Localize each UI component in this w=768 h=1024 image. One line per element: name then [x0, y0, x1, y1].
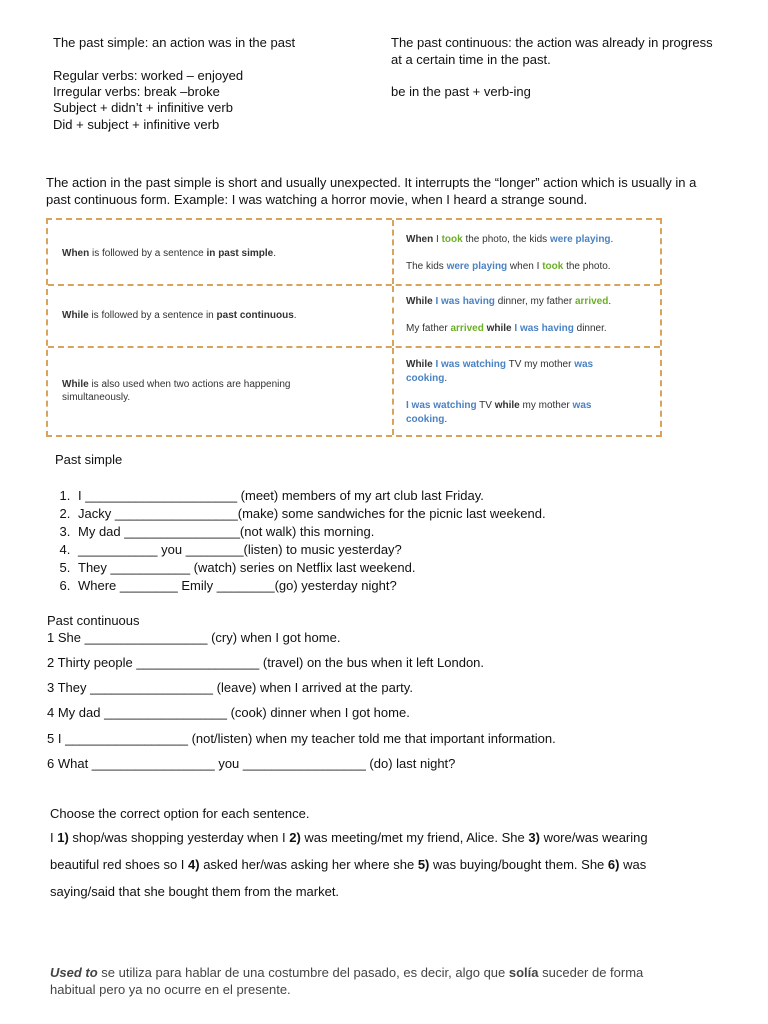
- choose-paragraph: [50, 824, 648, 905]
- list-item: 4 My dad _________________ (cook) dinner when I got home.: [47, 705, 410, 720]
- rule-text: simultaneously.: [62, 392, 131, 403]
- list-item: 2. Jacky _________________(make) some sandwiches for the picnic last weekend.: [74, 505, 546, 523]
- when-while-table: [46, 218, 662, 437]
- example-sentence: When I took the photo, the kids were playing.: [406, 234, 614, 245]
- past-simple-exercise-list: [52, 487, 546, 595]
- past-simple-title: The past simple: an action was in the past: [53, 35, 296, 50]
- rule-tense: past simple: [218, 248, 274, 259]
- example-sentence: I was watching TV while my mother was cooking.: [406, 400, 592, 425]
- list-item: 1. I _____________________ (meet) members of my art club last Friday.: [74, 487, 546, 505]
- example-sentence: While I was having dinner, my father arrived.: [406, 296, 612, 307]
- choose-heading: Choose the correct option for each sentence.: [50, 806, 310, 821]
- choose-line: saying/said that she bought them from the market.: [50, 884, 340, 899]
- example-sentence: My father arrived while I was having dinner.: [406, 323, 607, 334]
- keyword-when: When: [62, 248, 90, 259]
- rule-end: .: [273, 248, 276, 259]
- table-cell-rule: [48, 286, 394, 346]
- used-to-text: se utiliza para hablar de una costumbre del pasado, es decir, algo que: [97, 965, 509, 980]
- rule-tense: past continuous: [216, 310, 294, 321]
- past-continuous-formula: be in the past + verb-ing: [391, 84, 531, 99]
- past-continuous-title-2: at a certain time in the past.: [391, 52, 551, 67]
- past-simple-heading: Past simple: [55, 452, 123, 467]
- example-sentence: The kids were playing when I took the photo.: [406, 261, 611, 272]
- rule-text: is followed by a sentence in: [88, 310, 217, 321]
- list-item: 5. They ___________ (watch) series on Netflix last weekend.: [74, 559, 546, 577]
- used-to-text: habitual pero ya no ocurre en el presente.: [50, 982, 291, 997]
- list-item: 6 What _________________ you _________________ (do) last night?: [47, 756, 456, 771]
- table-cell-rule: [48, 220, 394, 284]
- rule-text: is also used when two actions are happening: [88, 379, 291, 390]
- used-to-solia: solía: [508, 965, 539, 980]
- table-cell-rule: [48, 348, 394, 435]
- used-to-term: Used to: [50, 965, 98, 980]
- keyword-while: While: [62, 379, 89, 390]
- table-row: [48, 220, 660, 286]
- choose-line: beautiful red shoes so I 4) asked her/was asking her where she 5) was buying/bought them. She 6) was: [50, 857, 647, 872]
- rule-in: in: [206, 248, 216, 259]
- rule-end: .: [293, 310, 297, 321]
- used-to-text: suceder de forma: [538, 965, 644, 980]
- list-item: 2 Thirty people _________________ (travel) on the bus when it left London.: [47, 655, 485, 670]
- intro-line-1: The action in the past simple is short and usually unexpected. It interrupts the “longer” action which is usually in a: [46, 175, 697, 190]
- irregular-verbs-line: Irregular verbs: break –broke: [53, 84, 220, 99]
- negative-form-line: Subject + didn’t + infinitive verb: [53, 100, 233, 115]
- choose-line: I 1) shop/was shopping yesterday when I 2) was meeting/met my friend, Alice. She 3) wore/was wearing: [50, 830, 648, 845]
- past-continuous-title-1: The past continuous: the action was already in progress: [391, 35, 713, 50]
- list-item: 3 They _________________ (leave) when I arrived at the party.: [47, 680, 413, 695]
- list-item: 6. Where ________ Emily ________(go) yesterday night?: [74, 577, 546, 595]
- regular-verbs-line: Regular verbs: worked – enjoyed: [53, 68, 244, 83]
- intro-line-2: past continuous form. Example: I was watching a horror movie, when I heard a strange sound.: [46, 192, 588, 207]
- list-item: 3. My dad ________________(not walk) this morning.: [74, 523, 546, 541]
- example-sentence: While I was watching TV my mother was cooking.: [406, 359, 594, 384]
- list-item: 1 She _________________ (cry) when I got home.: [47, 630, 341, 645]
- used-to-note: [50, 964, 730, 998]
- list-item: 4. ___________ you ________(listen) to music yesterday?: [74, 541, 546, 559]
- table-row: [48, 348, 660, 435]
- keyword-while: While: [62, 310, 89, 321]
- list-item: 5 I _________________ (not/listen) when my teacher told me that important information.: [47, 731, 556, 746]
- table-row: [48, 286, 660, 348]
- past-continuous-heading: Past continuous: [47, 613, 140, 628]
- question-form-line: Did + subject + infinitive verb: [53, 117, 220, 132]
- rule-text: is followed by a sentence: [89, 248, 207, 259]
